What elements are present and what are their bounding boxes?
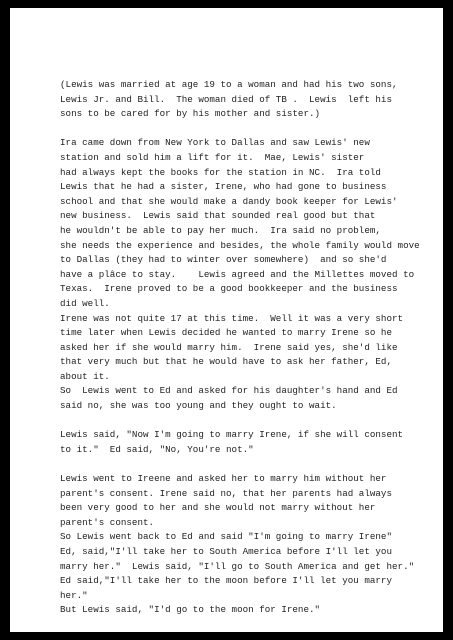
text-line: have a plâce to stay. Lewis agreed and the Millettes moved to <box>60 268 415 280</box>
text-line: But Lewis said, "I'd go to the moon for Irene." <box>60 604 321 616</box>
text-line: station and sold him a lift for it. Mae, Lewis' sister <box>60 151 365 163</box>
text-line: to it." Ed said, "No, You're not." <box>60 443 254 455</box>
paragraph-gap <box>60 414 440 429</box>
text-line: new business. Lewis said that sounded real good but that <box>60 210 376 222</box>
text-line: time later when Lewis decided he wanted to marry Irene so he <box>60 327 393 339</box>
text-line: (Lewis was married at age 19 to a woman and had his two sons, <box>60 79 398 90</box>
text-line: Lewis went to Ireene and asked her to marry him without her <box>60 473 387 485</box>
text-line: Lewis said, "Now I'm going to marry Irene, if she will consent <box>60 429 404 441</box>
document-body <box>60 78 440 618</box>
text-line: that very much but that he would have to ask her father, Ed, <box>60 356 393 368</box>
text-line: sons to be cared for by his mother and sister.) <box>60 108 321 120</box>
text-line: So Lewis went to Ed and asked for his daughter's hand and Ed <box>60 385 398 397</box>
text-line: to Dallas (they had to winter over somewhere) and so she'd <box>60 254 387 266</box>
text-line: did well. <box>60 297 110 309</box>
text-line: Ira came down from New York to Dallas and saw Lewis' new <box>60 137 370 149</box>
text-line: So Lewis went back to Ed and said "I'm going to marry Irene" <box>60 531 393 543</box>
text-line: Ed, said,"I'll take her to South America before I'll let you <box>60 546 393 557</box>
text-line: she needs the experience and besides, the whole family would move <box>60 239 420 251</box>
document-page <box>10 8 443 632</box>
text-line: Irene was not quite 17 at this time. Well it was a very short <box>60 312 404 324</box>
paragraph-gap <box>60 122 440 137</box>
text-line: asked her if she would marry him. Irene said yes, she'd like <box>60 341 398 353</box>
text-line: parent's consent. <box>60 516 155 528</box>
text-line: Lewis that he had a sister, Irene, who had gone to business <box>60 181 387 193</box>
text-line: about it. <box>60 370 110 382</box>
text-line: Lewis Jr. and Bill. The woman died of TB . Lewis left his <box>60 93 393 105</box>
paragraph-4 <box>60 472 440 618</box>
text-line: Texas. Irene proved to be a good bookkeeper and the business <box>60 283 398 295</box>
text-line: her." <box>60 589 88 601</box>
text-line: Ed said,"I'll take her to the moon before I'll let you marry <box>60 575 393 587</box>
paragraph-3 <box>60 428 440 457</box>
paragraph-1 <box>60 78 440 122</box>
text-line: marry her." Lewis said, "I'll go to South America and get her." <box>60 560 415 572</box>
paragraph-2 <box>60 136 440 413</box>
text-line: been very good to her and she would not marry without her <box>60 502 376 514</box>
paragraph-gap <box>60 457 440 472</box>
text-line: he wouldn't be able to pay her much. Ira said no problem, <box>60 224 381 236</box>
text-line: school and that she would make a dandy book keeper for Lewis' <box>60 195 398 207</box>
text-line: had always kept the books for the station in NC. Ira told <box>60 166 381 178</box>
text-line: said no, she was too young and they ought to wait. <box>60 400 337 412</box>
text-line: parent's consent. Irene said no, that her parents had always <box>60 487 393 499</box>
